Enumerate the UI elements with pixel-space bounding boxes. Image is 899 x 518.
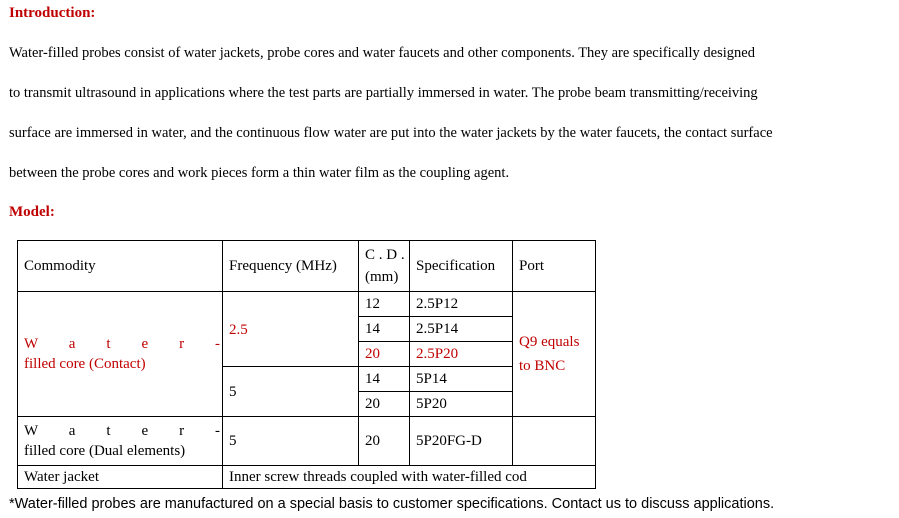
dual-core-cd: 20 bbox=[359, 417, 410, 466]
cd-cell: 20 bbox=[359, 342, 410, 367]
contact-core-name bbox=[18, 292, 223, 417]
contact-freq-5: 5 bbox=[223, 367, 359, 417]
dual-core-name bbox=[18, 417, 223, 466]
dual-core-name-line1: W a t e r - bbox=[24, 423, 220, 439]
dual-core-port bbox=[513, 417, 596, 466]
header-cd-line2: (mm) bbox=[365, 269, 399, 285]
jacket-description: Inner screw threads coupled with water-filled cod bbox=[223, 466, 596, 489]
jacket-row bbox=[18, 466, 596, 489]
port-line2: to BNC bbox=[519, 358, 566, 374]
introduction-heading: Introduction: bbox=[9, 5, 96, 21]
header-frequency: Frequency (MHz) bbox=[223, 241, 359, 292]
spec-cell: 5P20 bbox=[410, 392, 513, 417]
port-line1: Q9 equals bbox=[519, 334, 580, 350]
header-commodity: Commodity bbox=[18, 241, 223, 292]
spec-cell: 2.5P20 bbox=[410, 342, 513, 367]
dual-core-spec: 5P20FG-D bbox=[410, 417, 513, 466]
table-header-row bbox=[18, 241, 596, 292]
header-specification: Specification bbox=[410, 241, 513, 292]
contact-freq-2-5: 2.5 bbox=[223, 292, 359, 367]
contact-core-name-line2: filled core (Contact) bbox=[24, 356, 146, 372]
intro-line-3: surface are immersed in water, and the continuous flow water are put into the water jackets by the water faucets, the contact surface bbox=[9, 125, 773, 141]
header-cd bbox=[359, 241, 410, 292]
intro-line-2: to transmit ultrasound in applications where the test parts are partially immersed in water. The probe beam transmitting/receiving bbox=[9, 85, 758, 101]
jacket-name: Water jacket bbox=[18, 466, 223, 489]
spec-cell: 5P14 bbox=[410, 367, 513, 392]
cd-cell: 20 bbox=[359, 392, 410, 417]
intro-line-1: Water-filled probes consist of water jackets, probe cores and water faucets and other components. They are specifically designed bbox=[9, 45, 755, 61]
header-port: Port bbox=[513, 241, 596, 292]
dual-core-row bbox=[18, 417, 596, 466]
port-cell bbox=[513, 292, 596, 417]
cd-cell: 14 bbox=[359, 367, 410, 392]
spec-cell: 2.5P12 bbox=[410, 292, 513, 317]
header-cd-line1: C . D . bbox=[365, 247, 405, 263]
table-row bbox=[18, 292, 596, 317]
dual-core-name-line2: filled core (Dual elements) bbox=[24, 443, 186, 459]
cd-cell: 14 bbox=[359, 317, 410, 342]
contact-core-name-line1: W a t e r - bbox=[24, 336, 220, 352]
footnote: *Water-filled probes are manufactured on a special basis to customer specifications. Contact us to discuss applications. bbox=[9, 496, 775, 512]
model-table bbox=[17, 240, 596, 489]
cd-cell: 12 bbox=[359, 292, 410, 317]
dual-core-freq: 5 bbox=[223, 417, 359, 466]
spec-cell: 2.5P14 bbox=[410, 317, 513, 342]
model-heading: Model: bbox=[9, 204, 55, 220]
intro-line-4: between the probe cores and work pieces form a thin water film as the coupling agent. bbox=[9, 165, 510, 181]
